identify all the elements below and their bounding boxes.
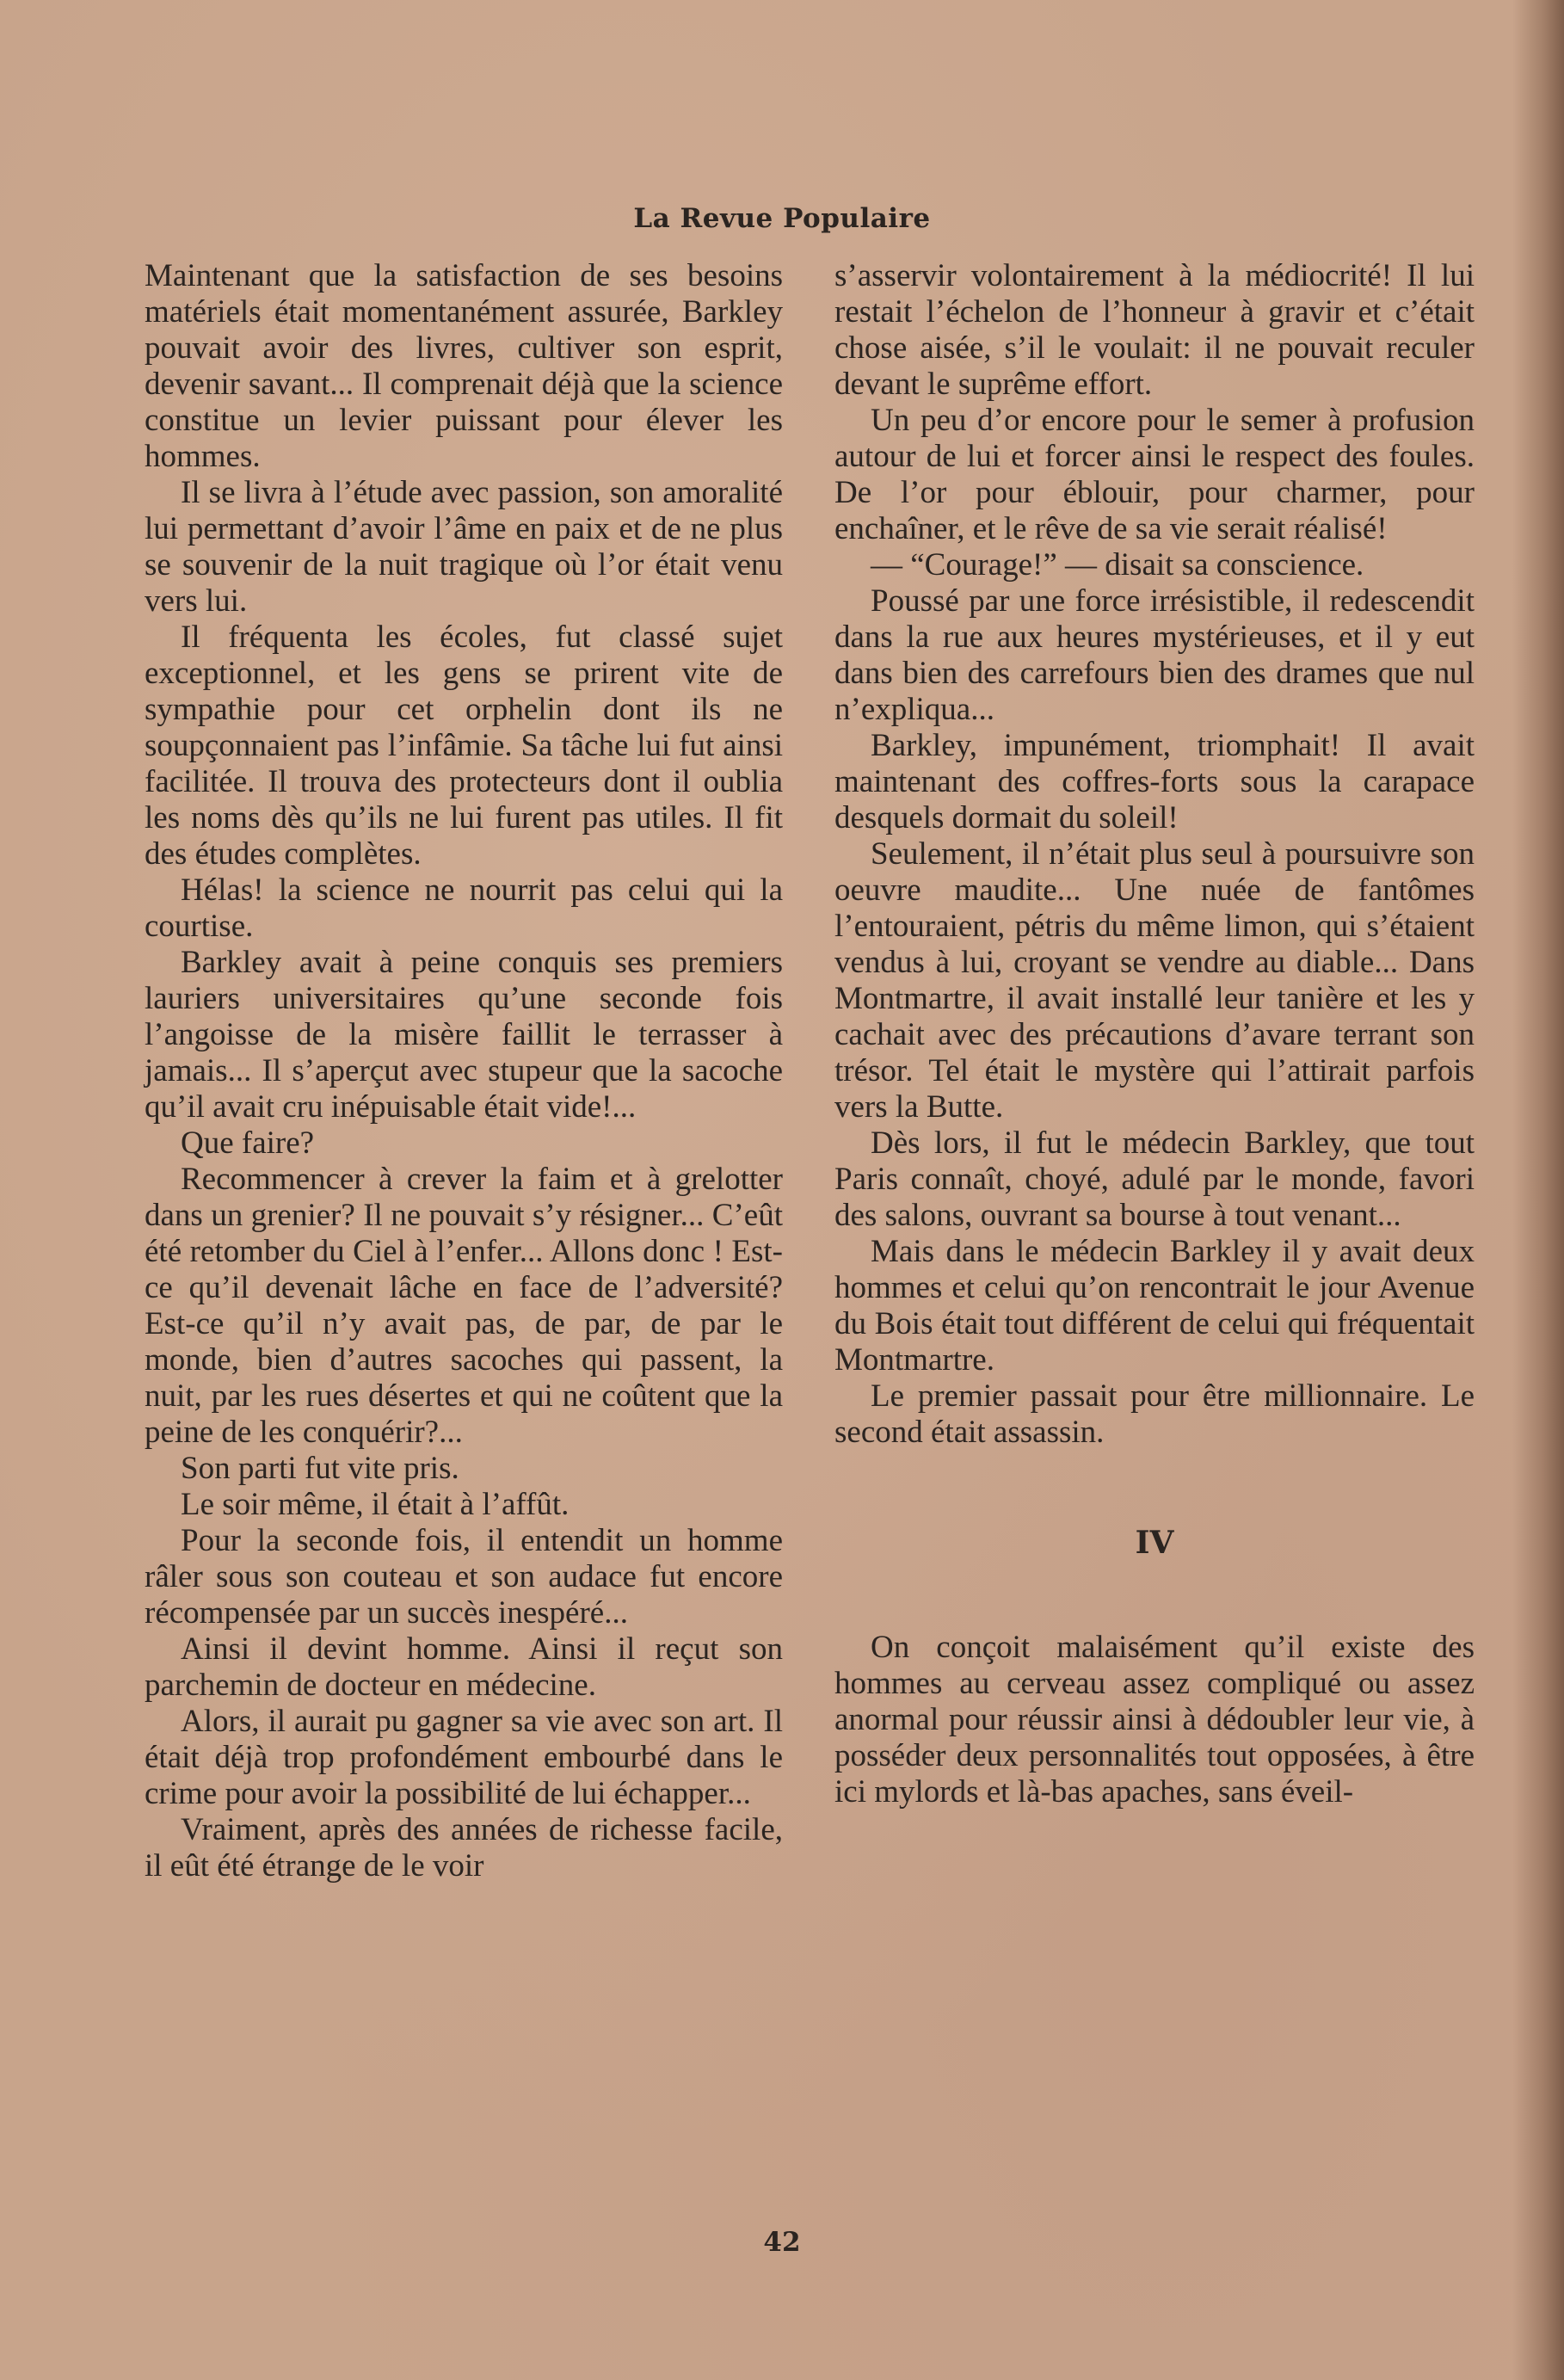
paragraph: Que faire? [181, 1125, 315, 1161]
paragraph: Alors, il aurait pu gagner sa vie avec son art. Il était déjà trop profondément embourbé dans le crime pour avoir la possibilité de lui échapper... [145, 1704, 783, 1811]
paragraph: Son parti fut vite pris. [181, 1451, 459, 1486]
paragraph: Mais dans le médecin Barkley il y avait deux hommes et celui qu’on rencontrait le jour Avenue du Bois était tout différent de celui qui fréquentait Montmartre. [834, 1234, 1475, 1378]
paragraph: On conçoit malaisément qu’il existe des hommes au cerveau assez compliqué ou assez anormal pour réussir ainsi à dédoubler leur vie, à posséder deux personnalités tout opposées, à être ici mylords et là-bas apaches, sans éveil- [834, 1630, 1475, 1810]
paragraph: Hélas! la science ne nourrit pas celui qui la courtise. [145, 872, 783, 944]
paragraph: Le soir même, il était à l’affût. [181, 1487, 570, 1522]
paragraph: Le premier passait pour être millionnaire. Le second était assassin. [834, 1378, 1475, 1450]
paragraph: Pour la seconde fois, il entendit un homme râler sous son couteau et son audace fut encore récompensée par un succès inespéré... [145, 1523, 783, 1631]
page-edge-shadow [1512, 0, 1564, 2380]
paragraph-continuation: s’asservir volontairement à la médiocrité! Il lui restait l’échelon de l’honneur à gravir et c’était chose aisée, s’il le voulait: il ne pouvait reculer devant le suprême effort. [834, 258, 1475, 402]
paragraph: Barkley avait à peine conquis ses premiers lauriers universitaires qu’une seconde fois l’angoisse de la misère faillit le terrasser à jamais... Il s’aperçut avec stupeur que la sacoche qu’il avait cru inépuisable était vide!... [145, 945, 783, 1125]
paragraph: Il se livra à l’étude avec passion, son amoralité lui permettant d’avoir l’âme en paix et de ne plus se souvenir de la nuit tragique où l’or était venu vers lui. [145, 475, 783, 619]
paragraph: Barkley, impunément, triomphait! Il avait maintenant des coffres-forts sous la carapace desquels dormait du soleil! [834, 728, 1475, 835]
paragraph: Vraiment, après des années de richesse facile, il eût été étrange de le voir [145, 1812, 783, 1884]
paragraph: Seulement, il n’était plus seul à poursuivre son oeuvre maudite... Une nuée de fantômes l’entouraient, pétris du même limon, qui s’étaient vendus à lui, croyant se vendre au diable... Dans Montmartre, il avait installé leur tanière et les y cachait avec des précautions d’avare terrant son trésor. Tel était le mystère qui l’attirait parfois vers la Butte. [834, 836, 1475, 1125]
left-column [145, 258, 783, 1884]
paragraph: Recommencer à crever la faim et à grelotter dans un grenier? Il ne pouvait s’y résigner... C’eût été retomber du Ciel à l’enfer... Allons donc ! Est-ce qu’il devenait lâche en face de l’adversité? Est-ce qu’il n’y avait pas, de par, de par le monde, bien d’autres sacoches qui passent, la nuit, par les rues désertes et qui ne coûtent que la peine de les conquérir?... [145, 1162, 783, 1450]
paragraph: Poussé par une force irrésistible, il redescendit dans la rue aux heures mystérieuses, et il y eut dans bien des carrefours bien des drames que nul n’expliqua... [834, 583, 1475, 727]
paragraph: Un peu d’or encore pour le semer à profusion autour de lui et forcer ainsi le respect des foules. De l’or pour éblouir, pour charmer, pour enchaîner, et le rêve de sa vie serait réalisé! [834, 403, 1475, 546]
paragraph: — “Courage!” — disait sa conscience. [871, 547, 1364, 583]
paragraph: Maintenant que la satisfaction de ses besoins matériels était momentanément assurée, Barkley pouvait avoir des livres, cultiver son esprit, devenir savant... Il comprenait déjà que la science constitue un levier puissant pour élever les hommes. [145, 258, 783, 474]
section-number: IV [1135, 1525, 1174, 1561]
right-column [834, 258, 1475, 1810]
running-head: La Revue Populaire [633, 203, 931, 234]
paragraph: Il fréquenta les écoles, fut classé sujet exceptionnel, et les gens se prirent vite de sympathie pour cet orphelin dont ils ne soupçonnaient pas l’infâmie. Sa tâche lui fut ainsi facilitée. Il trouva des protecteurs dont il oublia les noms dès qu’ils ne lui furent pas utiles. Il fit des études complètes. [145, 620, 783, 872]
paragraph: Ainsi il devint homme. Ainsi il reçut son parchemin de docteur en médecine. [145, 1631, 783, 1703]
page-number: 42 [763, 2227, 801, 2258]
paragraph: Dès lors, il fut le médecin Barkley, que tout Paris connaît, choyé, adulé par le monde, favori des salons, ouvrant sa bourse à tout venant... [834, 1125, 1475, 1233]
